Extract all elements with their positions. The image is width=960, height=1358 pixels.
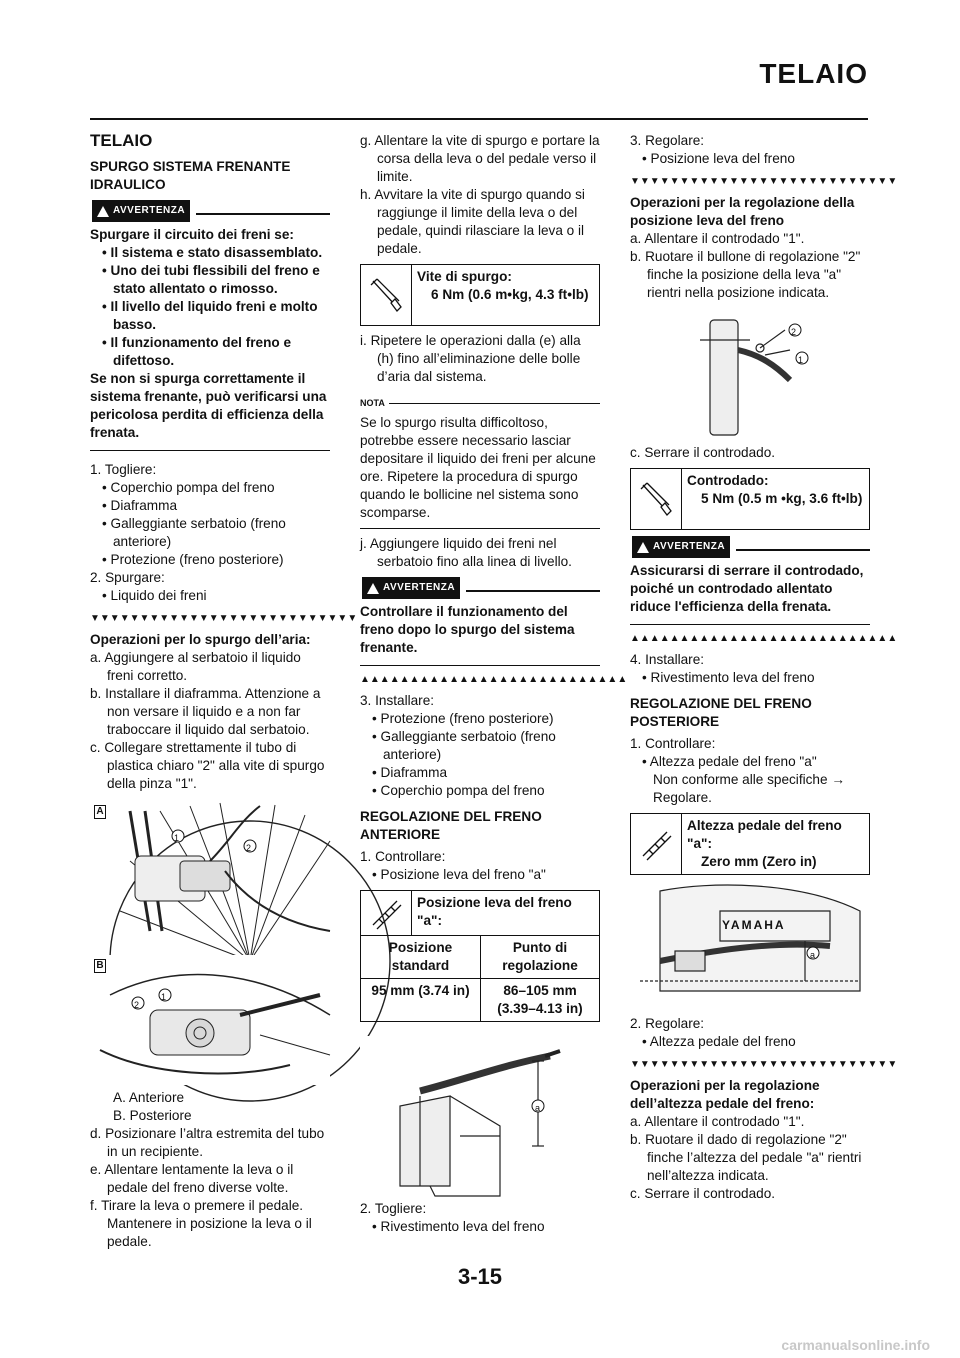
callout-1: 1 [161,992,167,1002]
warning-badge: AVVERTENZA [632,536,730,558]
torque-wrench-icon [361,265,412,325]
list-item: • Protezione (freno posteriore) [372,711,554,726]
list-item: • Diaframma [372,765,448,780]
spec-value: 6 Nm (0.6 m•kg, 4.3 ft•lb) [431,287,589,302]
warning-bullet: • Il livello del liquido freni e molto basso. [102,299,318,332]
figure-rear-pedal [630,881,870,1011]
list-item: • Coperchio pompa del freno [372,783,545,798]
triangle-divider: ▼▼▼▼▼▼▼▼▼▼▼▼▼▼▼▼▼▼▼▼▼▼▼▼▼▼▼ [630,176,898,187]
table-header: Punto di regolazione [480,936,599,978]
procedure-title: Operazioni per lo spurgo dell’aria: [90,632,311,647]
spec-title: Vite di spurgo: [417,269,512,284]
step: b. Ruotare il dado di regolazione "2" finche l’altezza del pedale "a" rientri nell’altezza indicata. [630,1132,862,1183]
step: g. Allentare la vite di spurgo e portare la corsa della leva o del pedale verso il limite. [360,133,600,184]
callout-a: a [535,1103,541,1113]
step: 1. Controllare: [630,736,716,751]
step: 4. Installare: [630,652,705,667]
table-cell: 86–105 mm (3.39–4.13 in) [480,978,599,1021]
header-title: TELAIO [759,58,868,89]
note-header: NOTA [360,394,600,412]
step: a. Allentare il controdado "1". [630,1114,805,1129]
section-title: TELAIO [90,131,153,150]
procedure-title: Operazioni per la regolazione della posizione leva del freno [630,195,855,228]
warning-intro: Spurgare il circuito dei freni se: [90,227,294,242]
list-item: • Posizione leva del freno "a" [372,867,546,882]
warning-badge: AVVERTENZA [92,200,190,222]
list-item: • Rivestimento leva del freno [372,1219,545,1234]
figure-label-a: A [94,805,106,819]
step: c. Serrare il controdado. [630,445,776,460]
figure-caliper-front [90,801,330,951]
triangle-divider: ▼▼▼▼▼▼▼▼▼▼▼▼▼▼▼▼▼▼▼▼▼▼▼▼▼▼▼ [90,613,358,624]
figure-lever-adjust [630,310,870,440]
step: 2. Spurgare: [90,570,165,585]
torque-wrench-icon [631,469,682,529]
spec-box-bleed-screw [360,264,600,326]
callout-2: 2 [134,1000,140,1010]
spec-table-lever-position [360,890,600,1022]
triangle-divider: ▲▲▲▲▲▲▲▲▲▲▲▲▲▲▲▲▲▲▲▲▲▲▲▲▲▲▲ [630,633,898,644]
list-item: • Posizione leva del freno [642,151,795,166]
step: b. Ruotare il bullone di regolazione "2" finche la posizione della leva "a" rientri nella posizione indicata. [630,249,861,300]
step: j. Aggiungere liquido dei freni nel serbatoio fino alla linea di livello. [360,536,572,569]
warning-box [630,536,870,625]
subsection-title: SPURGO SISTEMA FRENANTE IDRAULICO [90,159,291,192]
callout-2: 2 [246,843,252,853]
spec-value: 5 Nm (0.5 m •kg, 3.6 ft•lb) [701,491,863,506]
caption: A. Anteriore [113,1090,185,1105]
warning-icon [97,206,109,217]
step: i. Ripetere le operazioni dalla (e) alla (h) fino all’eliminazione delle bolle d’aria dal sistema. [360,333,581,384]
callout-a: a [810,950,816,960]
warning-bullet: • Il funzionamento del freno e difettoso. [102,335,292,368]
step: d. Posizionare l’altra estremita del tubo in un recipiente. [90,1126,325,1159]
watermark: carmanualsonline.info [781,1337,930,1353]
step: 2. Togliere: [360,1201,427,1216]
spec-title: Posizione leva del freno "a": [417,895,572,928]
figure-label-b: B [94,959,106,973]
ruler-icon [631,814,682,874]
page-number: 3-15 [457,1264,503,1289]
spec-title: Controdado: [687,473,769,488]
step: b. Installare il diaframma. Attenzione a non versare il liquido e a non far traboccare il liquido dal serbatoio. [90,686,321,737]
rear-brake-title: REGOLAZIONE DEL FRENO POSTERIORE [630,696,812,729]
step: 1. Togliere: [90,462,157,477]
step: a. Aggiungere al serbatoio il liquido freni corretto. [90,650,301,683]
figure-front-lever [360,1036,600,1196]
column-2 [360,132,628,1236]
step: 1. Controllare: [360,849,446,864]
step: 2. Regolare: [630,1016,705,1031]
list-item: • Galleggiante serbatoio (freno anteriore) [372,729,556,762]
front-brake-title: REGOLAZIONE DEL FRENO ANTERIORE [360,809,542,842]
spec-value: Zero mm (Zero in) [701,854,817,869]
list-item: • Galleggiante serbatoio (freno anteriore) [102,516,286,549]
step: c. Serrare il controdado. [630,1186,776,1201]
procedure-title: Operazioni per la regolazione dell’altezza pedale del freno: [630,1078,820,1111]
warning-bullet: • Il sistema e stato disassemblato. [102,245,323,260]
warning-icon [367,583,379,594]
list-item: • Diaframma [102,498,178,513]
warning-text: Controllare il funzionamento del freno dopo lo spurgo del sistema frenante. [360,604,575,655]
step: h. Avvitare la vite di spurgo quando si raggiunge il limite della leva o del pedale, quindi rilasciare la leva o il pedale. [360,187,585,256]
step: 3. Installare: [360,693,435,708]
warning-box [360,577,600,666]
callout-1: 1 [798,355,804,365]
note-text: Se lo spurgo risulta difficoltoso, potrebbe essere necessario lasciar depositare il liquido dei freni per alcune ore. Ripetere la procedura di spurgo quando le bollicine nel sistema sono scomparse. [360,415,596,520]
list-item: • Rivestimento leva del freno [642,670,815,685]
list-item: • Liquido dei freni [102,588,207,603]
column-3 [630,132,898,1203]
warning-closing: Se non si spurga correttamente il sistema frenante, può verificarsi una pericolosa perdita di efficienza della frenata. [90,371,327,440]
header-rule [90,118,868,120]
list-subtext: Non conforme alle specifiche → Regolare. [653,772,845,805]
figure-caliper-rear [90,955,330,1085]
ruler-icon [361,891,412,935]
warning-badge: AVVERTENZA [362,577,460,599]
warning-text: Assicurarsi di serrare il controdado, poiché un controdado allentato riduce l'efficienza della frenata. [630,563,864,614]
list-item: • Altezza pedale del freno "a" [642,754,817,769]
spec-title: Altezza pedale del freno "a": [687,818,842,851]
step: c. Collegare strettamente il tubo di plastica chiaro "2" alla vite di spurgo della pinza "1". [90,740,325,791]
step: e. Allentare lentamente la leva o il pedale del freno diverse volte. [90,1162,294,1195]
warning-icon [637,542,649,553]
table-header: Posizione standard [388,940,453,973]
callout-2: 2 [791,327,797,337]
warning-bullet: • Uno dei tubi flessibili del freno e stato allentato o rimosso. [102,263,320,296]
list-item: • Coperchio pompa del freno [102,480,275,495]
step: a. Allentare il controdado "1". [630,231,805,246]
triangle-divider: ▼▼▼▼▼▼▼▼▼▼▼▼▼▼▼▼▼▼▼▼▼▼▼▼▼▼▼ [630,1059,898,1070]
list-item: • Protezione (freno posteriore) [102,552,284,567]
warning-box [90,200,330,451]
step: 3. Regolare: [630,133,705,148]
triangle-divider: ▲▲▲▲▲▲▲▲▲▲▲▲▲▲▲▲▲▲▲▲▲▲▲▲▲▲▲ [360,674,628,685]
table-cell: 95 mm (3.74 in) [361,978,480,1021]
list-item: • Altezza pedale del freno [642,1034,796,1049]
spec-box-pedal-height [630,813,870,875]
caption: B. Posteriore [113,1108,192,1123]
column-1 [90,131,358,1251]
callout-1: 1 [174,833,180,843]
spec-box-locknut [630,468,870,530]
brand-label: YAMAHA [722,918,786,932]
step: f. Tirare la leva o premere il pedale. Mantenere in posizione la leva o il pedale. [90,1198,312,1249]
